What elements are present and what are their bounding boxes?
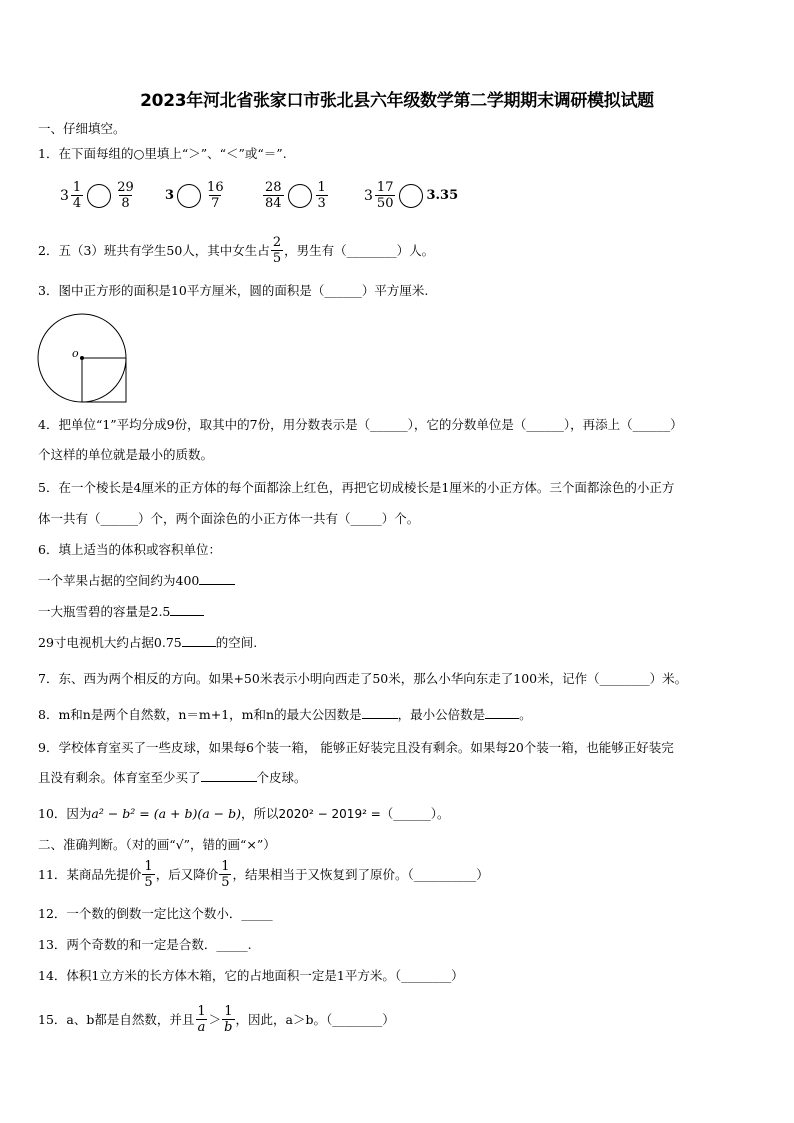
question-text: 一大瓶雪碧的容量是2.5 (38, 604, 171, 619)
circle-square-figure (36, 312, 130, 406)
question-text: ，因此，a＞b。（________） (235, 1011, 395, 1027)
numerator: 1 (72, 180, 82, 195)
whole-number: 3 (60, 187, 69, 204)
answer-blank[interactable] (170, 603, 204, 616)
question-text: 。 (519, 707, 532, 722)
compare-circle[interactable] (288, 184, 312, 208)
section-heading-1: 一、仔细填空。 (38, 121, 126, 136)
formula: a² − b² = (a + b)(a − b) (91, 806, 241, 821)
question-text: （______）。 (380, 806, 450, 821)
comparison-b (165, 181, 227, 210)
question-2 (38, 236, 434, 265)
comparison-a (60, 181, 137, 210)
whole-number: 3 (364, 187, 373, 204)
question-12: 12．一个数的倒数一定比这个数小．_____ (38, 906, 273, 921)
question-3: 3．图中正方形的面积是10平方厘米，圆的面积是（______）平方厘米. (38, 283, 429, 298)
question-text: 且没有剩余。体育室至少买了 (38, 770, 201, 785)
question-8 (38, 706, 532, 724)
question-text: ，后又降价 (155, 866, 219, 882)
numerator: 17 (376, 180, 394, 195)
operator: ＞ (208, 1011, 222, 1027)
denominator: 7 (211, 196, 220, 211)
decimal-value: 3.35 (426, 188, 459, 203)
denominator: b (224, 1020, 233, 1035)
question-text: 15．a、b都是自然数，并且 (38, 1011, 195, 1027)
center-label: o (72, 347, 79, 360)
whole-number: 3 (165, 188, 175, 203)
expression: 2020² − 2019² = (278, 807, 381, 821)
question-6: 6．填上适当的体积或容积单位： (38, 542, 221, 557)
question-14: 14．体积1立方米的长方体木箱，它的占地面积一定是1平方米。（________） (38, 968, 464, 983)
compare-circle[interactable] (87, 184, 111, 208)
denominator: 50 (376, 196, 394, 211)
question-15 (38, 1005, 395, 1034)
question-4-line-1: 4．把单位“1”平均分成9份，取其中的7份，用分数表示是（______），它的分数单位是（______），再添上（______） (38, 417, 683, 432)
question-13: 13．两个奇数的和一定是合数．_____. (38, 937, 252, 952)
question-text: 个皮球。 (256, 770, 307, 785)
numerator: 28 (265, 180, 282, 195)
question-text: 29寸电视机大约占据0.75 (38, 635, 182, 650)
question-5-line-2: 体一共有（______）个，两个面涂色的小正方体一共有（_____）个。 (38, 511, 420, 526)
denominator: 4 (72, 196, 82, 211)
numerator: 1 (224, 1004, 233, 1019)
answer-blank[interactable] (201, 769, 257, 782)
answer-blank[interactable] (199, 572, 235, 585)
question-6-c (38, 634, 257, 652)
question-4-line-2: 个这样的单位就是最小的质数。 (38, 447, 214, 462)
numerator: 16 (207, 180, 224, 195)
question-text: 11．某商品先提价 (38, 866, 142, 882)
question-9-line-2 (38, 769, 307, 787)
question-text: 的空间. (215, 635, 258, 650)
comparison-d (364, 181, 458, 210)
denominator: 5 (144, 875, 153, 890)
denominator: a (197, 1020, 206, 1035)
numerator: 2 (272, 235, 282, 250)
numerator: 1 (144, 859, 153, 874)
denominator: 84 (265, 196, 282, 211)
question-5-line-1: 5．在一个棱长是4厘米的正方体的每个面都涂上红色，再把它切成棱长是1厘米的小正方体。三个面都涂色的小正方 (38, 480, 675, 495)
numerator: 1 (317, 180, 326, 195)
section-heading-2: 二、准确判断。（对的画“√”，错的画“×”） (38, 837, 276, 852)
question-text: ，所以 (240, 806, 279, 821)
numerator: 29 (117, 180, 134, 195)
question-text: 8．m和n是两个自然数，n＝m+1，m和n的最大公因数是 (38, 707, 362, 722)
question-text: 2．五（3）班共有学生50人，其中女生占 (38, 242, 270, 258)
compare-circle[interactable] (399, 184, 423, 208)
question-10 (38, 805, 450, 823)
comparison-c (262, 181, 329, 210)
numerator: 1 (221, 859, 230, 874)
question-7: 7．东、西为两个相反的方向。如果+50米表示小明向西走了50米，那么小华向东走了100米，记作（________）米。 (38, 671, 688, 686)
question-text: ，最小公倍数是 (397, 707, 486, 722)
denominator: 5 (221, 875, 230, 890)
question-9-line-1: 9．学校体育室买了一些皮球，如果每6个装一箱， 能够正好装完且没有剩余。如果每20个装一箱，也能够正好装完 (38, 740, 674, 755)
question-6-a (38, 572, 235, 590)
question-text: 一个苹果占据的空间约为400 (38, 573, 200, 588)
denominator: 8 (121, 196, 130, 211)
answer-blank[interactable] (182, 634, 216, 647)
denominator: 5 (272, 251, 282, 266)
question-text: ，结果相当于又恢复到了原价。（__________） (232, 866, 489, 882)
question-text: ，男生有（________）人。 (284, 242, 435, 258)
numerator: 1 (197, 1004, 206, 1019)
page-title: 2023年河北省张家口市张北县六年级数学第二学期期末调研模拟试题 (140, 91, 654, 111)
question-11 (38, 860, 489, 889)
question-6-b (38, 603, 204, 621)
compare-circle[interactable] (177, 184, 201, 208)
answer-blank[interactable] (485, 706, 519, 719)
question-text: 10．因为 (38, 806, 92, 821)
answer-blank[interactable] (362, 706, 398, 719)
denominator: 3 (317, 196, 326, 211)
question-1: 1．在下面每组的○里填上“＞”、“＜”或“＝”. (38, 146, 287, 161)
